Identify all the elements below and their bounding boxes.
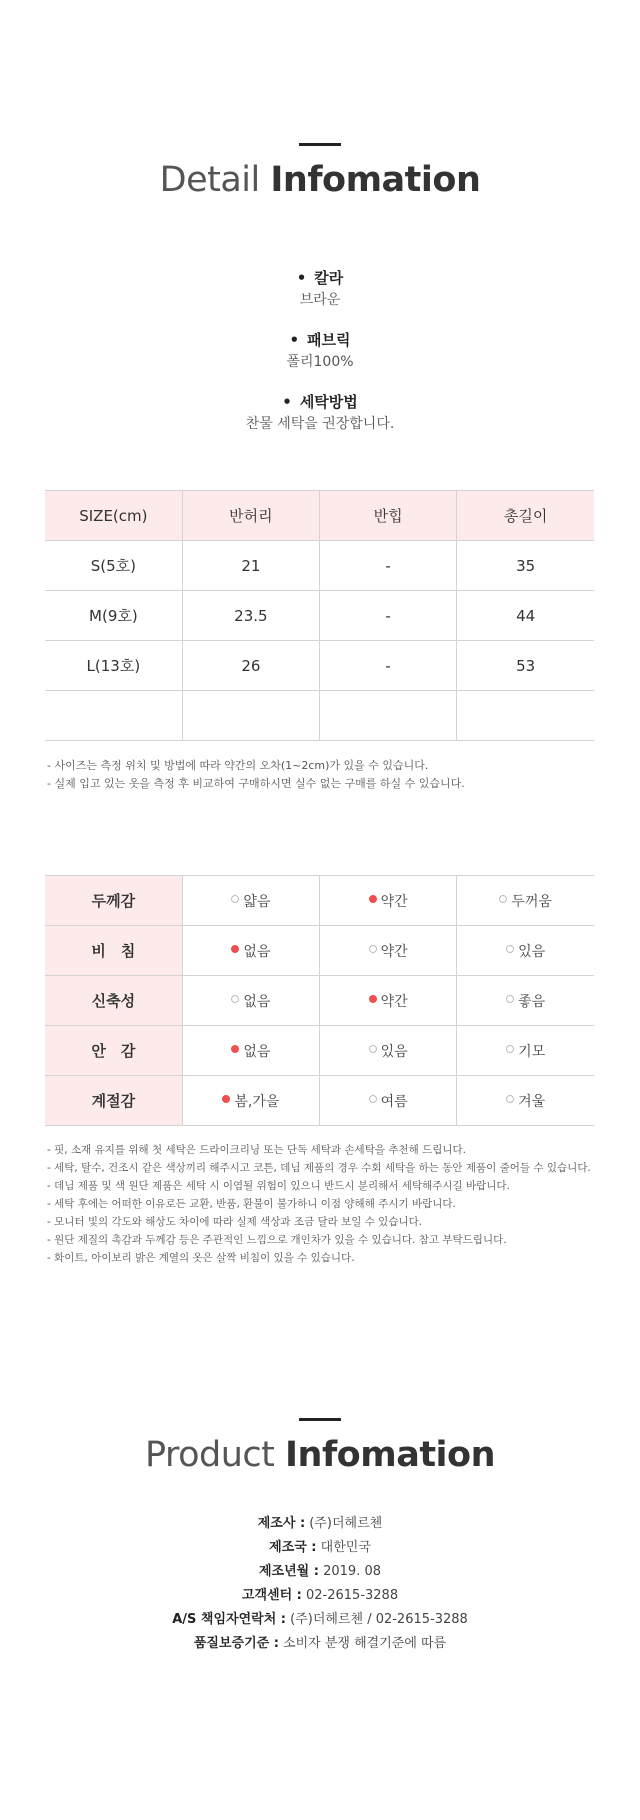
table-cell	[45, 691, 182, 741]
bullet-icon: •	[282, 393, 292, 411]
size-table-header	[45, 491, 594, 541]
table-cell: S(5호)	[45, 541, 182, 591]
option-label: 있음	[380, 1043, 408, 1060]
info-key: 제조년월 :	[259, 1564, 319, 1579]
fabric-option	[320, 926, 457, 976]
table-cell: 26	[182, 641, 319, 691]
spec-item-fabric	[0, 330, 640, 372]
bullet-icon: •	[289, 331, 300, 349]
product-info	[0, 1512, 640, 1656]
fabric-option	[457, 1076, 594, 1126]
table-cell: 44	[457, 591, 594, 641]
fabric-table	[45, 875, 594, 1126]
spec-value: 폴리100%	[286, 354, 354, 370]
bullet-icon: •	[296, 269, 307, 287]
note-line: - 실제 입고 있는 옷을 측정 후 비교하여 구매하시면 실수 없는 구매를 하실 수 있습니다.	[47, 777, 465, 790]
product-info-row	[0, 1632, 640, 1656]
fabric-option	[320, 876, 457, 926]
fabric-option	[457, 926, 594, 976]
fabric-option	[182, 1026, 319, 1076]
table-cell: 35	[457, 541, 594, 591]
radio-dot-icon	[369, 945, 377, 953]
radio-dot-icon	[506, 1095, 514, 1103]
size-header-cell: 반허리	[182, 491, 319, 541]
info-value: 소비자 분쟁 해결기준에 따름	[283, 1636, 447, 1651]
product-section-title	[0, 1418, 640, 1477]
size-table	[45, 490, 594, 741]
radio-dot-icon	[231, 945, 239, 953]
detail-title-bold: Infomation	[270, 160, 481, 200]
fabric-option	[182, 976, 319, 1026]
table-cell: 21	[182, 541, 319, 591]
note-line: - 사이즈는 측정 위치 및 방법에 따라 약간의 오차(1~2cm)가 있을 수 있습니다.	[47, 759, 429, 772]
size-header-cell: SIZE(cm)	[45, 491, 182, 541]
option-label: 없음	[243, 1043, 271, 1060]
fabric-row-label: 두께감	[45, 876, 182, 926]
option-label: 두꺼움	[511, 893, 552, 910]
table-row	[45, 1076, 594, 1126]
table-row	[45, 976, 594, 1026]
radio-dot-icon	[369, 1095, 377, 1103]
option-label: 겨울	[518, 1093, 546, 1110]
option-label: 봄,가을	[234, 1093, 280, 1110]
option-label: 기모	[518, 1043, 546, 1060]
spec-value: 찬물 세탁을 권장합니다.	[245, 416, 395, 432]
radio-dot-icon	[369, 995, 377, 1003]
option-label: 좋음	[518, 993, 546, 1010]
note-line: - 데님 제품 및 색 원단 제품은 세탁 시 이염될 위험이 있으니 반드시 분리해서 세탁해주시길 바랍니다.	[47, 1180, 510, 1192]
spec-value: 브라운	[299, 292, 341, 308]
table-cell	[457, 691, 594, 741]
option-label: 약간	[380, 893, 408, 910]
table-cell: 53	[457, 641, 594, 691]
product-title	[0, 1433, 640, 1477]
detail-section-title	[0, 143, 640, 202]
option-label: 없음	[243, 943, 271, 960]
radio-dot-icon	[506, 1045, 514, 1053]
fabric-row-label: 계절감	[45, 1076, 182, 1126]
info-key: A/S 책임자연락처 :	[172, 1612, 286, 1627]
radio-dot-icon	[506, 995, 514, 1003]
table-row	[45, 876, 594, 926]
fabric-option	[182, 926, 319, 976]
care-notes	[47, 1141, 637, 1267]
info-key: 고객센터 :	[241, 1588, 302, 1603]
note-line: - 세탁, 탈수, 건조시 같은 색상끼리 해주시고 코튼, 데님 제품의 경우 수회 세탁을 하는 동안 제품이 줄어들 수 있습니다.	[47, 1162, 591, 1174]
radio-dot-icon	[231, 1045, 239, 1053]
note-line: - 세탁 후에는 어떠한 이유로든 교환, 반품, 환불이 불가하니 이점 양해해 주시기 바랍니다.	[47, 1198, 456, 1210]
fabric-row-label: 안 감	[45, 1026, 182, 1076]
fabric-option	[457, 976, 594, 1026]
info-value: 02-2615-3288	[306, 1588, 399, 1603]
info-value: (주)더헤르첸 / 02-2615-3288	[290, 1612, 468, 1627]
spec-label: 패브릭	[307, 331, 351, 349]
table-cell	[182, 691, 319, 741]
fabric-row-label: 신축성	[45, 976, 182, 1026]
size-header-cell: 총길이	[457, 491, 594, 541]
spec-item-washing	[0, 392, 640, 434]
table-cell: M(9호)	[45, 591, 182, 641]
fabric-option	[320, 1026, 457, 1076]
radio-dot-icon	[231, 995, 239, 1003]
table-row	[45, 691, 594, 741]
size-header-cell: 반힙	[320, 491, 457, 541]
product-info-row	[0, 1536, 640, 1560]
table-cell	[320, 691, 457, 741]
note-line: - 모니터 빛의 각도와 해상도 차이에 따라 실제 색상과 조금 달라 보일 수 있습니다.	[47, 1216, 423, 1228]
note-line: - 화이트, 아이보리 밝은 계열의 옷은 살짝 비침이 있을 수 있습니다.	[47, 1252, 355, 1264]
table-cell: 23.5	[182, 591, 319, 641]
note-line: - 핏, 소재 유지를 위해 첫 세탁은 드라이크리닝 또는 단독 세탁과 손세탁을 추천해 드립니다.	[47, 1144, 467, 1156]
option-label: 약간	[380, 993, 408, 1010]
spec-list	[0, 268, 640, 454]
title-divider	[299, 143, 341, 146]
radio-dot-icon	[369, 895, 377, 903]
size-notes	[47, 757, 637, 793]
table-cell: -	[320, 591, 457, 641]
table-row	[45, 641, 594, 691]
radio-dot-icon	[506, 945, 514, 953]
fabric-option	[457, 876, 594, 926]
title-divider	[299, 1418, 341, 1421]
option-label: 약간	[380, 943, 408, 960]
fabric-row-label: 비 침	[45, 926, 182, 976]
info-key: 품질보증기준 :	[193, 1636, 279, 1651]
radio-dot-icon	[499, 895, 507, 903]
radio-dot-icon	[231, 895, 239, 903]
option-label: 여름	[380, 1093, 408, 1110]
table-row	[45, 926, 594, 976]
table-cell: -	[320, 641, 457, 691]
spec-label: 칼라	[314, 269, 344, 287]
product-info-row	[0, 1608, 640, 1632]
table-cell: L(13호)	[45, 641, 182, 691]
table-row	[45, 1026, 594, 1076]
detail-title	[0, 158, 640, 202]
info-value: 대한민국	[320, 1540, 371, 1555]
detail-title-light: Detail	[159, 160, 260, 200]
fabric-option	[457, 1026, 594, 1076]
product-info-row	[0, 1560, 640, 1584]
fabric-option	[182, 876, 319, 926]
info-key: 제조사 :	[257, 1516, 306, 1531]
option-label: 있음	[518, 943, 546, 960]
spec-label: 세탁방법	[299, 393, 358, 411]
table-row	[45, 591, 594, 641]
option-label: 없음	[243, 993, 271, 1010]
option-label: 얇음	[243, 893, 271, 910]
fabric-option	[320, 1076, 457, 1126]
info-value: 2019. 08	[323, 1564, 381, 1579]
product-title-light: Product	[144, 1435, 275, 1475]
note-line: - 원단 제질의 촉감과 두께감 등은 주관적인 느낌으로 개인차가 있을 수 있습니다. 참고 부탁드립니다.	[47, 1234, 507, 1246]
table-row	[45, 541, 594, 591]
product-info-row	[0, 1512, 640, 1536]
fabric-option	[182, 1076, 319, 1126]
radio-dot-icon	[369, 1045, 377, 1053]
fabric-option	[320, 976, 457, 1026]
spec-item-color	[0, 268, 640, 310]
info-key: 제조국 :	[269, 1540, 317, 1555]
product-info-row	[0, 1584, 640, 1608]
info-value: (주)더헤르첸	[309, 1516, 383, 1531]
radio-dot-icon	[222, 1095, 230, 1103]
product-title-bold: Infomation	[285, 1435, 496, 1475]
table-cell: -	[320, 541, 457, 591]
